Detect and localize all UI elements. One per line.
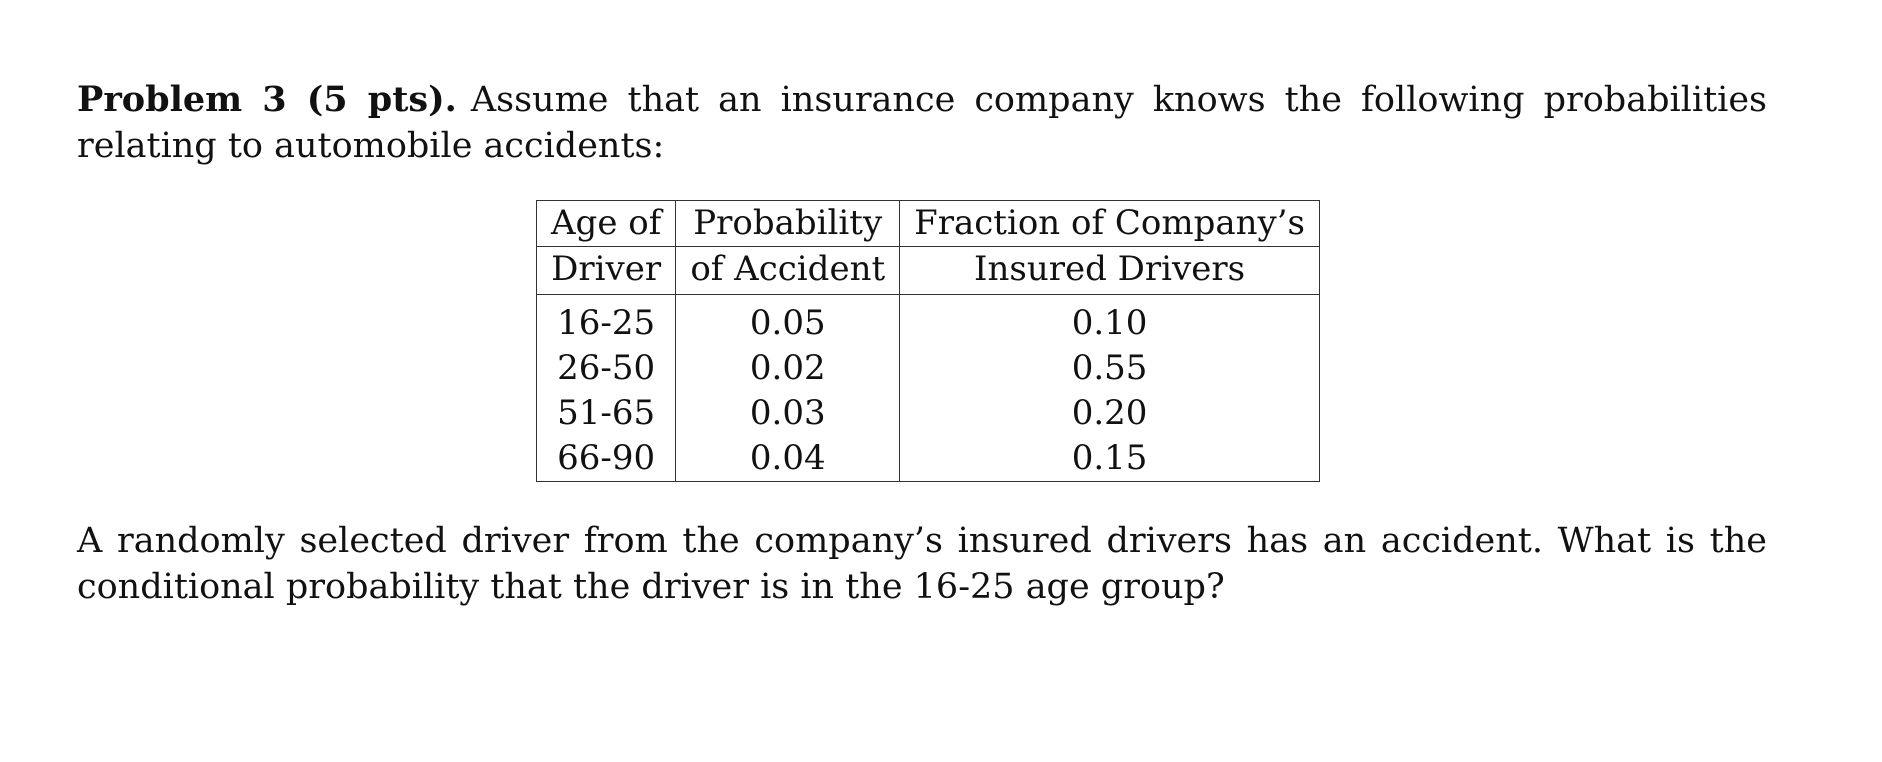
cell-probability: 0.05 [676,301,900,346]
cell-probability: 0.02 [676,346,900,391]
cell-age: 51-65 [537,391,676,436]
cell-age: 66-90 [537,436,676,482]
header-probability-line2: of Accident [676,247,900,295]
cell-probability: 0.04 [676,436,900,482]
cell-age: 16-25 [537,301,676,346]
cell-probability: 0.03 [676,391,900,436]
cell-age: 26-50 [537,346,676,391]
cell-fraction: 0.15 [900,436,1320,482]
header-fraction-line1: Fraction of Company’s [900,201,1320,247]
cell-fraction: 0.55 [900,346,1320,391]
table-row [537,391,1320,436]
probability-table [536,200,1320,482]
cell-fraction: 0.10 [900,301,1320,346]
cell-fraction: 0.20 [900,391,1320,436]
problem-heading: Problem 3 (5 pts). [77,79,457,120]
header-fraction-line2: Insured Drivers [900,247,1320,295]
probability-table-container [536,200,1307,482]
table-row [537,301,1320,346]
header-age-line2: Driver [537,247,676,295]
header-probability-line1: Probability [676,201,900,247]
problem-intro: Assume that an insurance company knows the following probabilities relating to automobile accidents: [77,80,1767,166]
table-header-row [537,201,1320,247]
question-text: A randomly selected driver from the company’s insured drivers has an accident. What is the conditional probability that the driver is in the 16-25 age group? [77,521,1767,607]
table-row [537,346,1320,391]
problem-statement [77,77,1767,169]
header-age-line1: Age of [537,201,676,247]
table-header-row [537,247,1320,295]
table-row [537,436,1320,482]
